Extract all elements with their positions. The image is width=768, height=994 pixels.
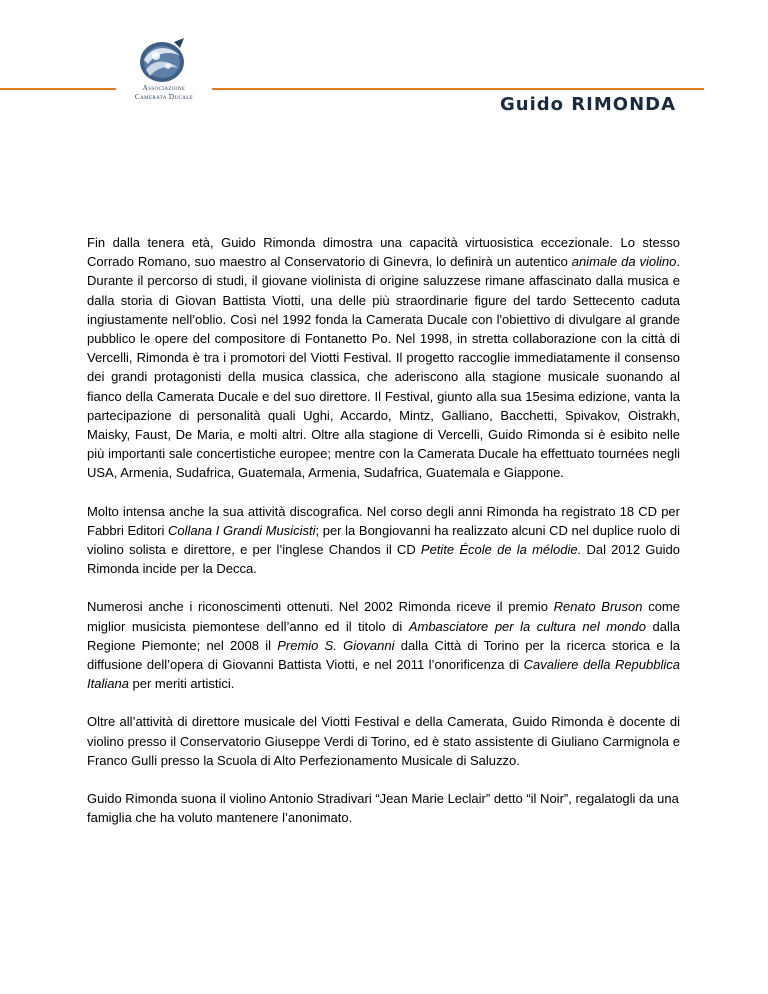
paragraph-2 <box>87 502 680 579</box>
italic-run: Premio S. Giovanni <box>277 637 395 653</box>
text-run: Molto intensa anche la sua attività discografica. Nel corso degli anni Rimonda ha registrato 18 CD per Fabbri Editori <box>87 503 680 538</box>
logo-line-2: Camerata Ducale <box>134 92 194 101</box>
logo-text <box>116 84 212 101</box>
logo-line-1: Associazione <box>142 84 186 92</box>
text-run: come miglior musicista piemontese dell’anno ed il titolo di <box>87 599 680 634</box>
text-run: dalla Città di Torino per la ricerca storica e la diffusione dell’opera di Giovanni Battista Viotti, e nel 2011 l’onorificenza di <box>87 637 680 673</box>
paragraph-4 <box>87 712 680 770</box>
text-run: Oltre all’attività di direttore musicale del Viotti Festival e della Camerata, Guido Rimonda è docente di violino presso il Conservatorio Giuseppe Verdi di Torino, ed è stato assistente di Giuliano Carmignola e Franco Gulli presso la Scuola di Alto Perfezionamento Musicale di Saluzzo. <box>87 714 680 768</box>
paragraph-3 <box>87 597 680 693</box>
seal-logo-icon <box>134 36 190 84</box>
text-run: ; per la Bongiovanni ha realizzato alcuni CD nel duplice ruolo di violino solista e direttore, e per l’inglese Chandos il CD <box>87 522 681 558</box>
biography-body <box>87 233 680 846</box>
italic-run: Cavaliere della Repubblica Italiana <box>87 657 680 692</box>
text-run: Dal 2012 Guido Rimonda incide per la Decca. <box>87 542 680 577</box>
text-run: dalla Regione Piemonte; nel 2008 il <box>87 618 681 653</box>
paragraph-5 <box>87 789 680 827</box>
italic-run: Collana I Grandi Musicisti <box>167 522 316 538</box>
italic-run: Petite École de la mélodie. <box>420 542 582 558</box>
text-run: Guido Rimonda suona il violino Antonio Stradivari “Jean Marie Leclair” detto “il Noir”, regalatogli da una famiglia che ha voluto mantenere l’anonimato. <box>87 791 679 826</box>
italic-run: Ambasciatore per la cultura nel mondo <box>408 618 646 634</box>
text-run: per meriti artistici. <box>128 676 235 692</box>
text-run: Fin dalla tenera età, Guido Rimonda dimostra una capacità virtuosistica eccezionale. Lo stesso Corrado Romano, suo maestro al Conservatorio di Ginevra, lo definirà un autentico <box>87 235 680 270</box>
text-run: . Durante il percorso di studi, il giovane violinista di origine saluzzese rimane affascinato dalla musica e dalla storia di Giovan Battista Viotti, una delle più straordinarie figure del tardo Settecento caduta ingiustamente nell’oblio. Così nel 1992 fonda la Camerata Ducale con l'obiettivo di divulgare al grande pubblico le opere del compositore di Fontanetto Po. Nel 1998, in stretta collaborazione con la città di Vercelli, Rimonda è tra i promotori del Viotti Festival. Il progetto raccoglie immediatamente il consenso dei grandi protagonisti della musica classica, che aderiscono alla stagione musicale suonando al fianco della Camerata Ducale e del suo direttore. Il Festival, giunto alla sua 15esima edizione, vanta la partecipazione di personalità quali Ughi, Accardo, Mintz, Galliano, Bacchetti, Spivakov, Oistrakh, Maisky, Faust, De Maria, e molti altri. Oltre alla stagione di Vercelli, Guido Rimonda si è esibito nelle più importanti sale concertistiche europee; mentre con la Camerata Ducale ha effettuato tournées negli USA, Armenia, Sudafrica, Guatemala, Armenia, Sudafrica, Guatemala e Giappone. <box>87 254 680 481</box>
text-run: Numerosi anche i riconoscimenti ottenuti. Nel 2002 Rimonda riceve il premio <box>87 599 554 615</box>
italic-run: Renato Bruson <box>553 599 643 615</box>
italic-run: animale da violino <box>571 254 677 270</box>
association-logo <box>116 36 212 108</box>
paragraph-1 <box>87 233 680 483</box>
header-rule <box>0 88 704 90</box>
document-title: Guido RIMONDA <box>500 94 676 115</box>
